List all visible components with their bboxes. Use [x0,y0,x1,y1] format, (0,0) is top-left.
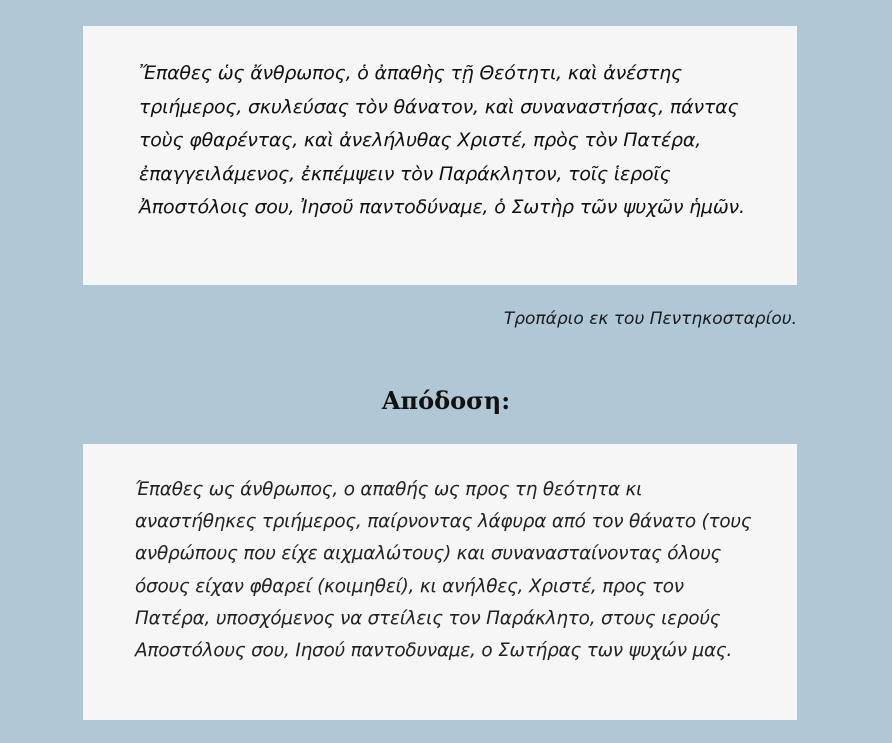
source-caption: Τροπάριο εκ του Πεντηκοσταρίου. [503,309,797,329]
original-troparion-text: Ἔπαθες ὡς ἄνθρωπος, ὁ ἀπαθὴς τῇ Θεότητι, καὶ ἀνέστης τριήμερος, σκυλεύσας τὸν θάνατον, καὶ συναναστήσας, πάντας τοὺς φθαρέντας, καὶ ἀνελήλυθας Χριστέ, πρὸς τὸν Πατέρα, ἐπαγγειλάμενος, ἐκπέμψειν τὸν Παράκλητον, τοῖς ἱεροῖς Ἀποστόλοις σου, Ἰησοῦ παντοδύναμε, ὁ Σωτὴρ τῶν ψυχῶν ἡμῶν. [139,62,745,219]
translation-text: Έπαθες ως άνθρωπος, ο απαθής ως προς τη θεότητα κι αναστήθηκες τριήμερος, παίρνοντας λάφυρα από τον θάνατο (τους ανθρώπους που είχε αιχμαλώτους) και συνανασταίνοντας όλους όσους είχαν φθαρεί (κοιμηθεί), κι ανήλθες, Χριστέ, προς τον Πατέρα, υποσχόμενος να στείλεις τον Παράκλητο, στους ιερούς Αποστόλους σου, Ιησού παντοδυναμε, ο Σωτήρας των ψυχών μας. [135,479,752,662]
original-text-box [83,26,797,285]
translation-heading: Απόδοση: [381,386,511,415]
translation-text-box [83,444,797,720]
